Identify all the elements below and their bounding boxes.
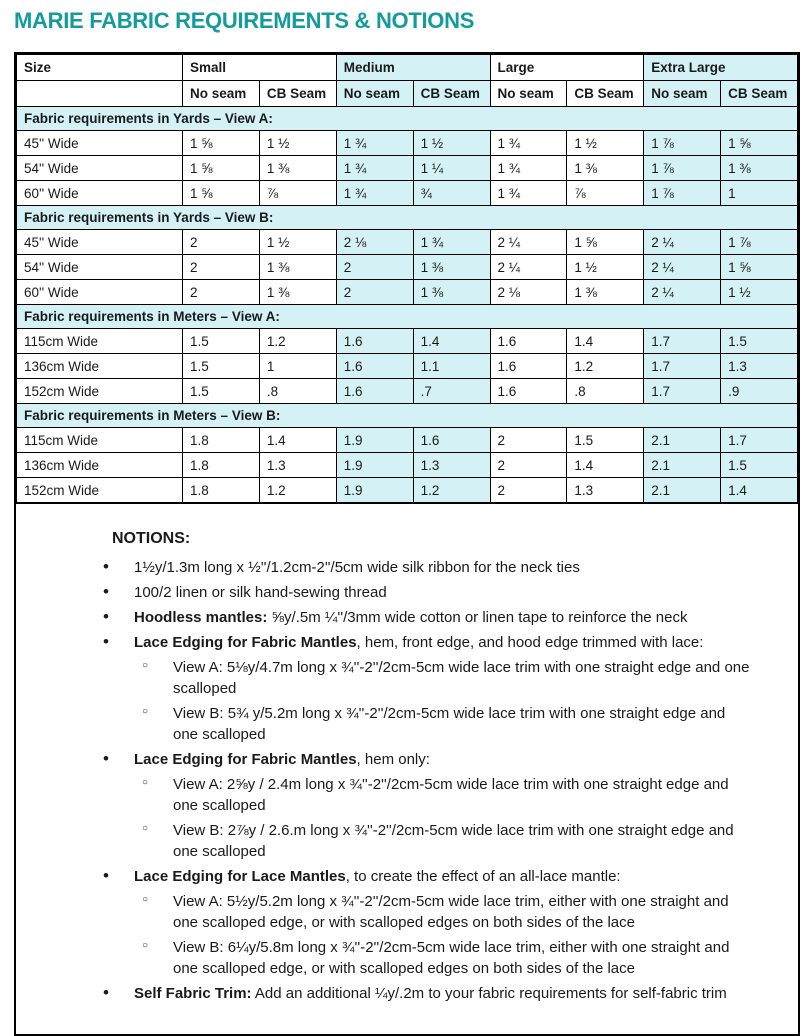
value-cell: 1.4 [567, 329, 644, 354]
value-cell: 1 ⅜ [259, 156, 336, 181]
value-cell: .9 [721, 379, 798, 404]
seam-subheader: CB Seam [721, 81, 798, 107]
value-cell: 1 ⅜ [259, 280, 336, 305]
value-cell: 1.2 [259, 478, 336, 503]
value-cell: 1.2 [259, 329, 336, 354]
seam-subheader: CB Seam [413, 81, 490, 107]
section-header-row [17, 404, 798, 428]
value-cell: 2 [490, 428, 567, 453]
value-cell: 1 ⅜ [413, 255, 490, 280]
value-cell: 1 ½ [259, 230, 336, 255]
row-label: 54'' Wide [17, 156, 183, 181]
value-cell: 2.1 [644, 478, 721, 503]
value-cell: 1.7 [644, 329, 721, 354]
value-cell: 2 [336, 280, 413, 305]
value-cell: 1 ⅝ [183, 131, 260, 156]
value-cell: 1 ⅝ [721, 131, 798, 156]
value-cell: 1 ½ [413, 131, 490, 156]
value-cell: 1.6 [490, 329, 567, 354]
value-cell: 2 ¼ [644, 255, 721, 280]
value-cell: 2 ¼ [490, 230, 567, 255]
notion-sublist [134, 774, 750, 862]
value-cell: 1.7 [721, 428, 798, 453]
value-cell: 2 ⅛ [490, 280, 567, 305]
value-cell: 1.6 [336, 354, 413, 379]
value-cell: 1.2 [413, 478, 490, 503]
notions-heading: NOTIONS: [112, 530, 191, 547]
row-label: 45'' Wide [17, 230, 183, 255]
value-cell: 1.8 [183, 428, 260, 453]
table-row [17, 478, 798, 503]
seam-subheader: No seam [336, 81, 413, 107]
value-cell: 1.4 [567, 453, 644, 478]
seam-subheader: No seam [490, 81, 567, 107]
notion-item: • Self Fabric Trim: Add an additional ¼y/.2m to your fabric requirements for self-fabric trim [16, 983, 750, 1004]
value-cell: 2.1 [644, 428, 721, 453]
row-label: 60'' Wide [17, 280, 183, 305]
row-label: 152cm Wide [17, 478, 183, 503]
notion-subitem: ○ View B: 5¾ y/5.2m long x ¾''-2''/2cm-5cm wide lace trim with one straight edge and one scalloped [142, 703, 750, 745]
section-header-row [17, 305, 798, 329]
notions-list [16, 557, 750, 1004]
value-cell: 1 ½ [567, 255, 644, 280]
value-cell: 1 ¾ [336, 181, 413, 206]
table-row [17, 280, 798, 305]
fabric-requirements-tbody [17, 55, 798, 503]
size-group-header: Small [183, 55, 337, 81]
value-cell: 1 [721, 181, 798, 206]
row-label: 136cm Wide [17, 354, 183, 379]
value-cell: 1 ⅜ [413, 280, 490, 305]
value-cell: 1.5 [183, 379, 260, 404]
table-row [17, 354, 798, 379]
size-column-header: Size [17, 55, 183, 81]
row-label: 45'' Wide [17, 131, 183, 156]
table-row [17, 230, 798, 255]
notion-item-bold-label: Self Fabric Trim: [134, 985, 252, 1002]
value-cell: 1.6 [336, 379, 413, 404]
section-header-label: Fabric requirements in Yards – View A: [17, 107, 798, 131]
table-row [17, 131, 798, 156]
size-group-header: Extra Large [644, 55, 798, 81]
section-header-label: Fabric requirements in Meters – View A: [17, 305, 798, 329]
value-cell: 2 ¼ [644, 280, 721, 305]
value-cell: 1.4 [413, 329, 490, 354]
value-cell: 1.6 [413, 428, 490, 453]
section-header-row [17, 107, 798, 131]
value-cell: 1 ⅝ [183, 156, 260, 181]
value-cell: 1.3 [567, 478, 644, 503]
value-cell: 1 ¾ [490, 181, 567, 206]
notion-item-bold-label: Lace Edging for Fabric Mantles [134, 751, 357, 768]
value-cell: 1 ⅜ [567, 280, 644, 305]
seam-subheader: No seam [183, 81, 260, 107]
notion-sublist [134, 891, 750, 979]
notion-sublist [134, 657, 750, 745]
fabric-requirements-table [16, 54, 798, 503]
notion-item-bold-label: Lace Edging for Fabric Mantles [134, 634, 357, 651]
row-label: 60'' Wide [17, 181, 183, 206]
size-group-header: Large [490, 55, 644, 81]
table-row [17, 329, 798, 354]
value-cell: 1 ¾ [336, 156, 413, 181]
row-label: 115cm Wide [17, 329, 183, 354]
value-cell: 1.9 [336, 453, 413, 478]
value-cell: 1.6 [490, 379, 567, 404]
value-cell: 1.3 [259, 453, 336, 478]
value-cell: 2 [183, 280, 260, 305]
table-row [17, 181, 798, 206]
value-cell: 1.3 [413, 453, 490, 478]
value-cell: 1 ¼ [413, 156, 490, 181]
value-cell: 2 [183, 255, 260, 280]
value-cell: ¾ [413, 181, 490, 206]
value-cell: 1.7 [644, 354, 721, 379]
seam-subheader: No seam [644, 81, 721, 107]
value-cell: 1.5 [721, 453, 798, 478]
value-cell: 1 ⅝ [721, 255, 798, 280]
table-row [17, 379, 798, 404]
notion-item: • Lace Edging for Lace Mantles, to create the effect of an all-lace mantle: ○ View A: 5½y/5.2m long x ¾''-2''/2cm-5cm wide lace trim, either with one straight and one scalloped edge, or with scalloped edges on both sides of the lace ○ View B: 6¼y/5.8m long x ¾''-2''/2cm-5cm wide lace trim, either with one straight and one scalloped edge, or with scalloped edges on both sides of the lace [16, 866, 750, 979]
value-cell: 1.8 [183, 478, 260, 503]
size-group-header: Medium [336, 55, 490, 81]
value-cell: 1 ½ [259, 131, 336, 156]
row-label: 152cm Wide [17, 379, 183, 404]
row-label: 136cm Wide [17, 453, 183, 478]
value-cell: 2 [490, 478, 567, 503]
value-cell: 1 ⅞ [644, 131, 721, 156]
value-cell: 1 ⅞ [644, 156, 721, 181]
row-label: 115cm Wide [17, 428, 183, 453]
value-cell: 1.6 [336, 329, 413, 354]
table-row [17, 255, 798, 280]
notion-subitem: ○ View B: 6¼y/5.8m long x ¾''-2''/2cm-5cm wide lace trim, either with one straight and one scalloped edge, or with scalloped edges on both sides of the lace [142, 937, 750, 979]
notion-subitem: ○ View A: 5⅛y/4.7m long x ¾''-2''/2cm-5cm wide lace trim with one straight edge and one scalloped [142, 657, 750, 699]
table-subheader-row [17, 81, 798, 107]
notion-item: • Lace Edging for Fabric Mantles, hem only: ○ View A: 2⅝y / 2.4m long x ¾''-2''/2cm-5cm wide lace trim with one straight edge and one scalloped ○ View B: 2⅞y / 2.6.m long x ¾''-2''/2cm-5cm wide lace trim with one straight edge and one scalloped [16, 749, 750, 862]
value-cell: 1.4 [721, 478, 798, 503]
value-cell: 1 ¾ [336, 131, 413, 156]
notion-subitem: ○ View B: 2⅞y / 2.6.m long x ¾''-2''/2cm-5cm wide lace trim with one straight edge and one scalloped [142, 820, 750, 862]
value-cell: 1.5 [183, 329, 260, 354]
notion-subitem: ○ View A: 2⅝y / 2.4m long x ¾''-2''/2cm-5cm wide lace trim with one straight edge and one scalloped [142, 774, 750, 816]
value-cell: 1 ¾ [490, 156, 567, 181]
value-cell: 2.1 [644, 453, 721, 478]
notion-item: • 1½y/1.3m long x ½''/1.2cm-2''/5cm wide silk ribbon for the neck ties [16, 557, 750, 578]
section-header-label: Fabric requirements in Yards – View B: [17, 206, 798, 230]
value-cell: 2 ¼ [490, 255, 567, 280]
value-cell: 1 ⅜ [259, 255, 336, 280]
row-label: 54'' Wide [17, 255, 183, 280]
table-header-row [17, 55, 798, 81]
value-cell: 1.4 [259, 428, 336, 453]
value-cell: 1.1 [413, 354, 490, 379]
value-cell: 1.7 [644, 379, 721, 404]
value-cell: 1 ⅜ [721, 156, 798, 181]
value-cell: 1 ½ [567, 131, 644, 156]
value-cell: 1.9 [336, 428, 413, 453]
seam-subheader: CB Seam [259, 81, 336, 107]
table-row [17, 453, 798, 478]
value-cell: 2 ¼ [644, 230, 721, 255]
section-header-row [17, 206, 798, 230]
notion-item: • Hoodless mantles: ⅝y/.5m ¼''/3mm wide cotton or linen tape to reinforce the neck [16, 607, 750, 628]
value-cell: 1.5 [183, 354, 260, 379]
notion-item-bold-label: Hoodless mantles: [134, 609, 268, 626]
value-cell: 1 ½ [721, 280, 798, 305]
value-cell: ⅞ [567, 181, 644, 206]
seam-subheader: CB Seam [567, 81, 644, 107]
value-cell: 1.8 [183, 453, 260, 478]
value-cell: 1.5 [567, 428, 644, 453]
document-body [14, 52, 800, 1036]
value-cell: 1 [259, 354, 336, 379]
size-column-spacer [17, 81, 183, 107]
value-cell: 1.5 [721, 329, 798, 354]
value-cell: 1 ⅝ [567, 230, 644, 255]
notion-subitem: ○ View A: 5½y/5.2m long x ¾''-2''/2cm-5cm wide lace trim, either with one straight and one scalloped edge, or with scalloped edges on both sides of the lace [142, 891, 750, 933]
notion-item-bold-label: Lace Edging for Lace Mantles [134, 868, 346, 885]
value-cell: 1 ⅞ [644, 181, 721, 206]
value-cell: 1 ⅞ [721, 230, 798, 255]
value-cell: 1.2 [567, 354, 644, 379]
value-cell: 1 ⅜ [567, 156, 644, 181]
table-row [17, 156, 798, 181]
value-cell: ⅞ [259, 181, 336, 206]
page-title: MARIE FABRIC REQUIREMENTS & NOTIONS [14, 8, 475, 33]
value-cell: 1 ¾ [413, 230, 490, 255]
notions-section [16, 503, 798, 1034]
value-cell: 2 [183, 230, 260, 255]
value-cell: 1.3 [721, 354, 798, 379]
value-cell: .8 [567, 379, 644, 404]
notion-item: • Lace Edging for Fabric Mantles, hem, front edge, and hood edge trimmed with lace: ○ View A: 5⅛y/4.7m long x ¾''-2''/2cm-5cm wide lace trim with one straight edge and one scalloped ○ View B: 5¾ y/5.2m long x ¾''-2''/2cm-5cm wide lace trim with one straight edge and one scalloped [16, 632, 750, 745]
value-cell: 2 [490, 453, 567, 478]
value-cell: 2 ⅛ [336, 230, 413, 255]
value-cell: 1 ¾ [490, 131, 567, 156]
value-cell: 1.6 [490, 354, 567, 379]
section-header-label: Fabric requirements in Meters – View B: [17, 404, 798, 428]
value-cell: .7 [413, 379, 490, 404]
value-cell: 1 ⅝ [183, 181, 260, 206]
notion-item: • 100/2 linen or silk hand-sewing thread [16, 582, 750, 603]
value-cell: .8 [259, 379, 336, 404]
value-cell: 1.9 [336, 478, 413, 503]
table-row [17, 428, 798, 453]
value-cell: 2 [336, 255, 413, 280]
